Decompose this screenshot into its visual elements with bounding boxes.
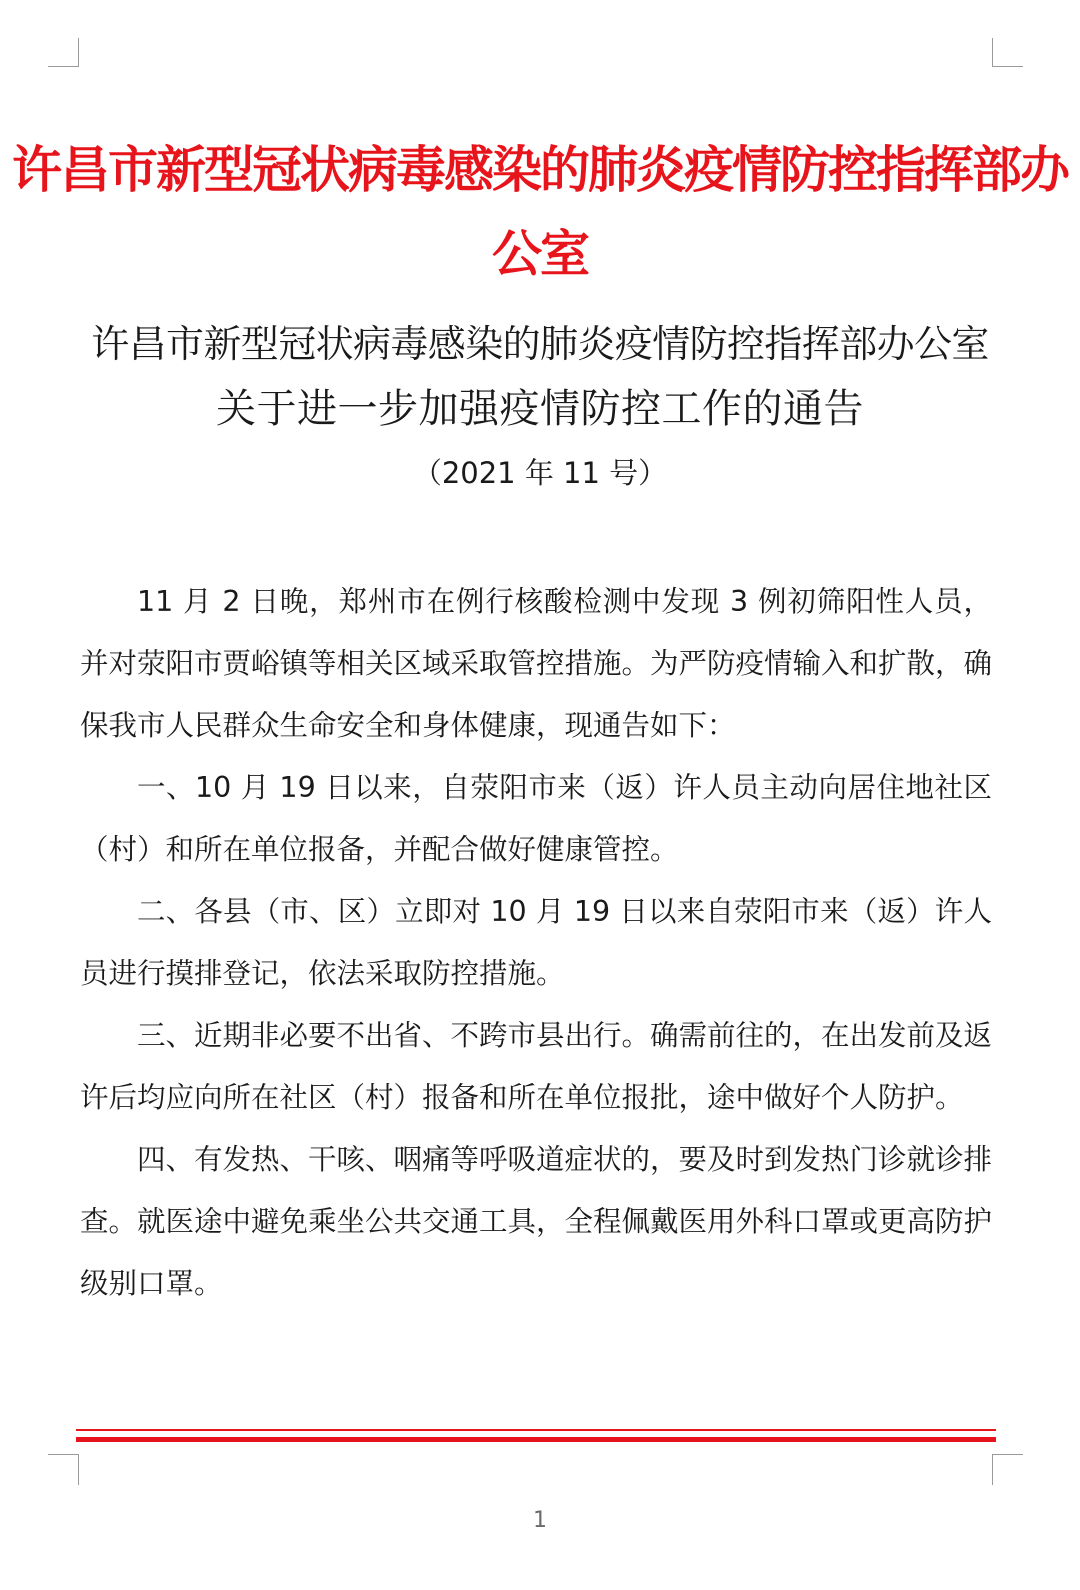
crop-mark-top-left (48, 38, 79, 67)
crop-mark-bottom-left (48, 1454, 79, 1485)
document-number: （2021 年 11 号） (412, 456, 668, 490)
red-header-title: 许昌市新型冠状病毒感染的肺炎疫情防控指挥部办公室 (12, 141, 1068, 283)
crop-mark-bottom-right (992, 1454, 1023, 1485)
paragraph-item-3: 三、近期非必要不出省、不跨市县出行。确需前往的，在出发前及返许后均应向所在社区（村）报备和所在单位报批，途中做好个人防护。 (80, 1019, 993, 1114)
paragraph-item-2: 二、各县（市、区）立即对 10 月 19 日以来自荥阳市来（返）许人员进行摸排登记，依法采取防控措施。 (80, 895, 992, 990)
page-number: 1 (533, 1508, 547, 1533)
red-divider-thin (76, 1429, 996, 1431)
paragraph-item-4: 四、有发热、干咳、咽痛等呼吸道症状的，要及时到发热门诊就诊排查。就医途中避免乘坐公共交通工具，全程佩戴医用外科口罩或更高防护级别口罩。 (80, 1143, 993, 1300)
document-title-line-2: 关于进一步加强疫情防控工作的通告 (216, 386, 864, 432)
paragraph-intro: 11 月 2 日晚，郑州市在例行核酸检测中发现 3 例初筛阳性人员，并对荥阳市贾峪镇等相关区域采取管控措施。为严防疫情输入和扩散，确保我市人民群众生命安全和身体健康，现通告如下： (80, 585, 993, 742)
paragraph-item-1: 一、10 月 19 日以来，自荥阳市来（返）许人员主动向居住地社区（村）和所在单位报备，并配合做好健康管控。 (80, 771, 992, 866)
red-divider-thick (76, 1437, 996, 1442)
document-title-line-1: 许昌市新型冠状病毒感染的肺炎疫情防控指挥部办公室 (91, 322, 989, 366)
document-body (80, 571, 992, 1315)
crop-mark-top-right (992, 38, 1023, 67)
